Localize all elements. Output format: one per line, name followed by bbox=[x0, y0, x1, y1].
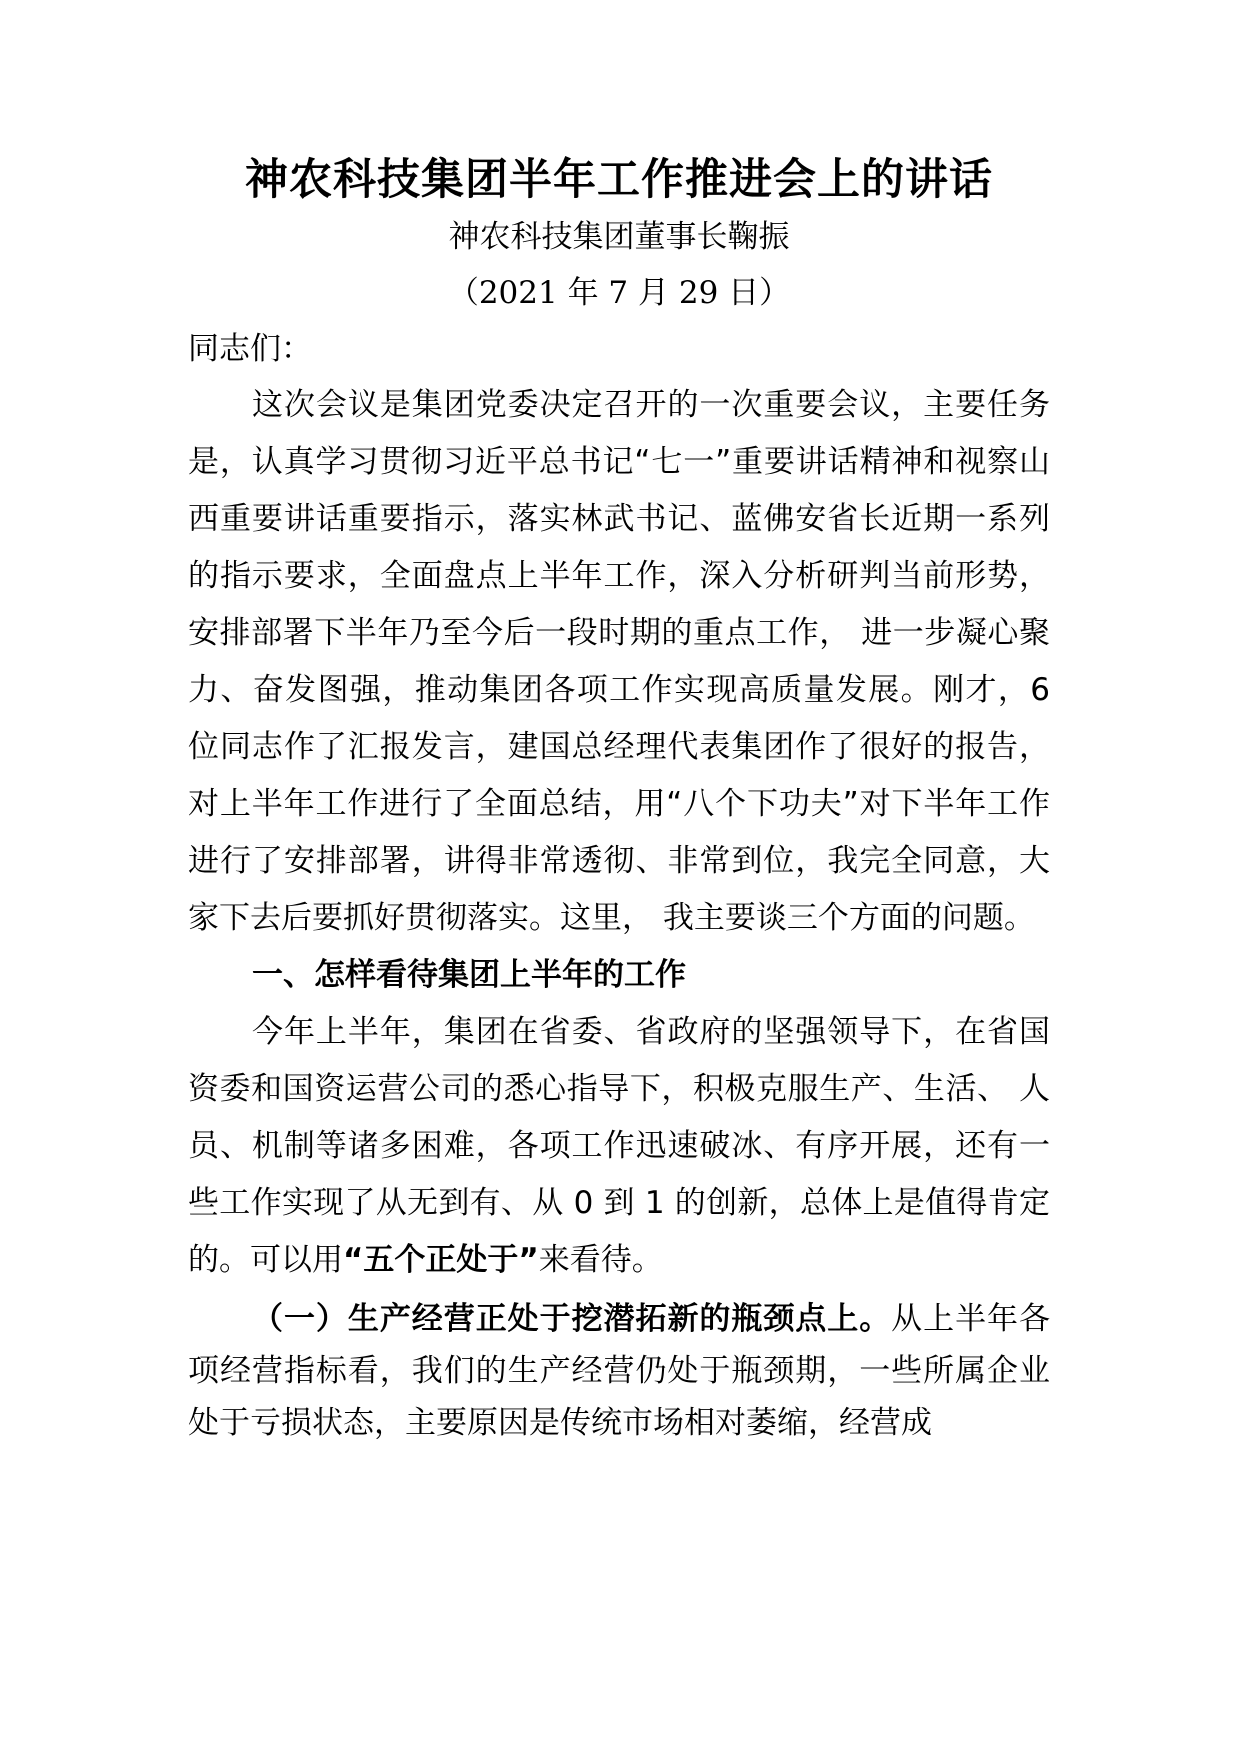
subsection-1-text: 从上半年各项经营指标看，我们的生产经营仍处于瓶颈期，一些所属企业处于亏损状态，主要原因是传统市场相对萎缩，经营成 bbox=[188, 1301, 1051, 1441]
section-1-paragraph bbox=[188, 1004, 1050, 1289]
subsection-1-paragraph bbox=[188, 1293, 1050, 1449]
intro-paragraph: 这次会议是集团党委决定召开的一次重要会议，主要任务是，认真学习贯彻习近平总书记“七一”重要讲话精神和视察山西重要讲话重要指示，落实林武书记、蓝佛安省长近期一系列的指示要求，全面盘点上半年工作，深入分析研判当前形势，安排部署下半年乃至今后一段时期的重点工作， 进一步凝心聚力、奋发图强，推动集团各项工作实现高质量发展。刚才，6 位同志作了汇报发言，建国总经理代表集团作了很好的报告，对上半年工作进行了全面总结，用“八个下功夫”对下半年工作进行了安排部署，讲得非常透彻、非常到位，我完全同意，大家下去后要抓好贯彻落实。这里， 我主要谈三个方面的问题。 bbox=[188, 387, 1050, 936]
subsection-1-lead: （一）生产经营正处于挖潜拓新的瓶颈点上。 bbox=[252, 1301, 892, 1337]
salutation: 同志们： bbox=[188, 331, 312, 367]
section-1-tail: 来看待。 bbox=[538, 1242, 663, 1278]
section-1-emphasis: “五个正处于” bbox=[343, 1242, 539, 1278]
section-1-text: 今年上半年，集团在省委、省政府的坚强领导下，在省国资委和国资运营公司的悉心指导下，积极克服生产、生活、 人员、机制等诸多困难，各项工作迅速破冰、有序开展，还有一些工作实现了从无到有、从 0 到 1 的创新，总体上是值得肯定的。可以用 bbox=[188, 1014, 1050, 1278]
speech-date: （2021 年 7 月 29 日） bbox=[447, 275, 791, 311]
document-body bbox=[188, 150, 1050, 1449]
page-title: 神农科技集团半年工作推进会上的讲话 bbox=[245, 155, 993, 205]
speaker-line: 神农科技集团董事长鞠振 bbox=[448, 219, 790, 255]
section-heading-1: 一、怎样看待集团上半年的工作 bbox=[252, 957, 686, 993]
